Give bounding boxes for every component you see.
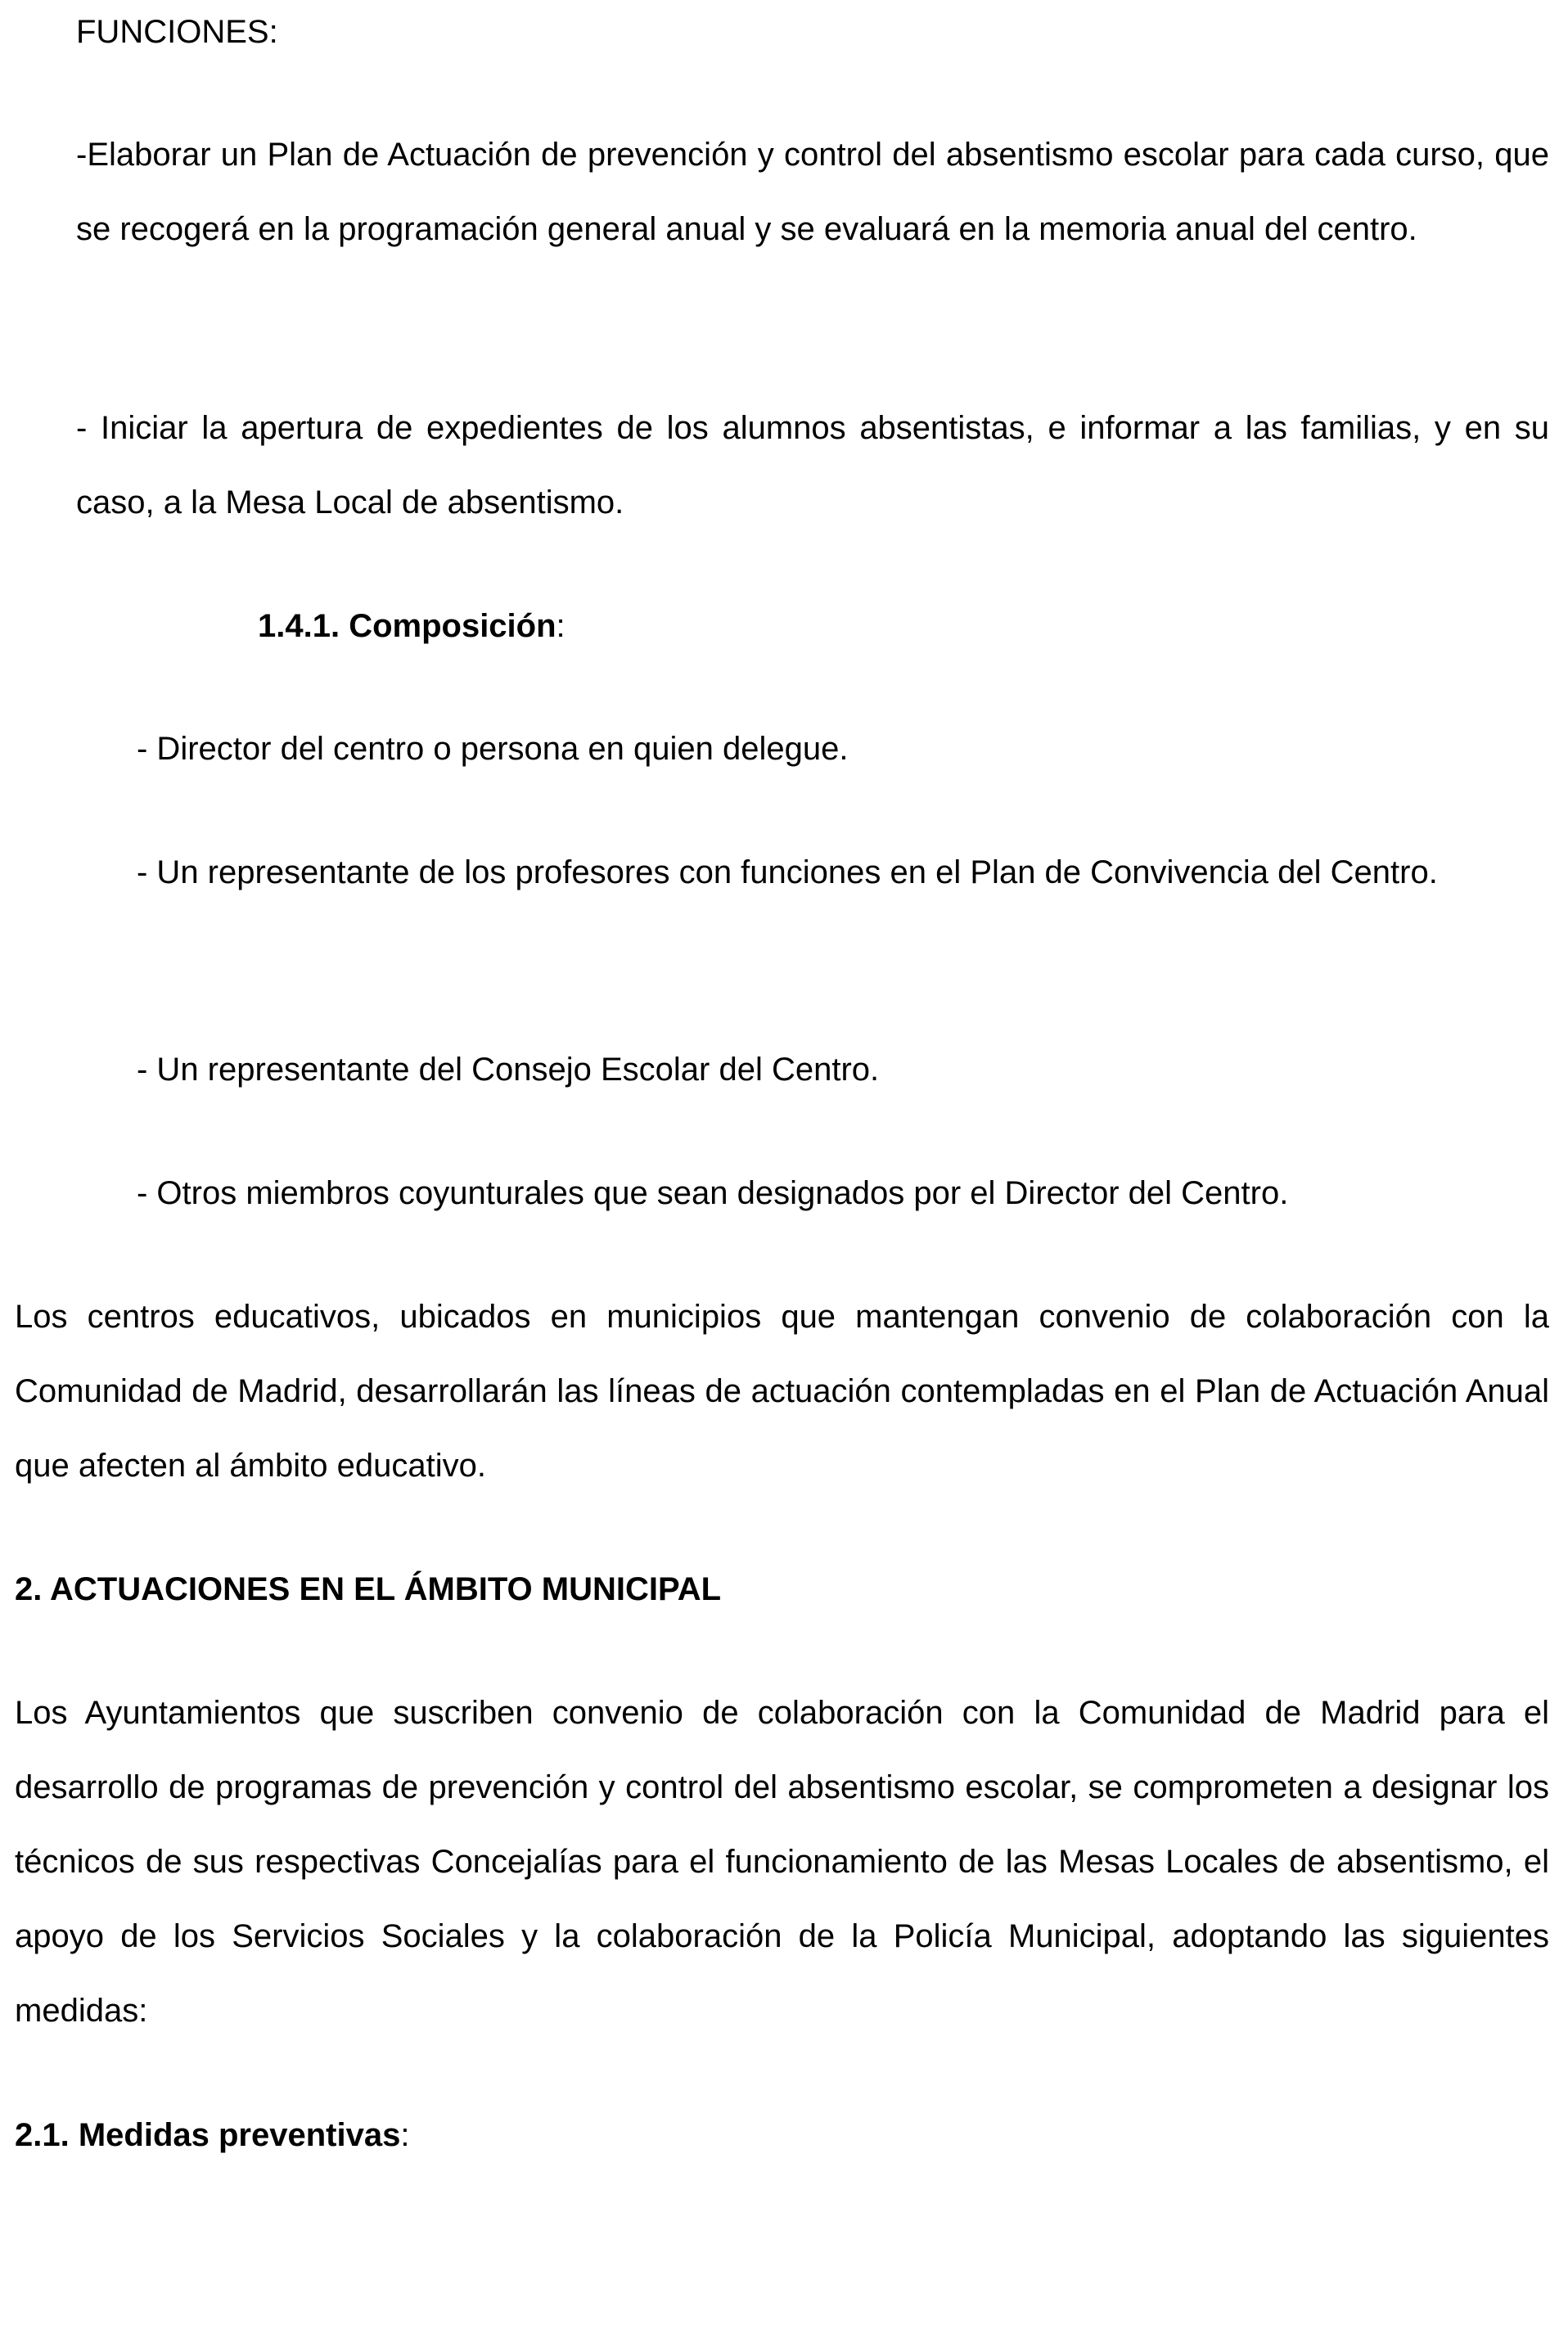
composicion-heading-colon: : (556, 608, 565, 644)
composicion-heading-title: 1.4.1. Composición (258, 608, 556, 644)
funciones-heading: FUNCIONES: (76, 14, 278, 50)
funciones-item-plan: -Elaborar un Plan de Actuación de prevención y control del absentismo escolar para cada curso, que se recogerá en la programación general anual y se evaluará en la memoria anual del centro. (76, 137, 1549, 247)
funciones-item-expedientes: - Iniciar la apertura de expedientes de los alumnos absentistas, e informar a las familias, y en su caso, a la Mesa Local de absentismo. (76, 410, 1549, 520)
composicion-item: - Director del centro o persona en quien delegue. (137, 731, 849, 767)
medidas-preventivas-colon: : (400, 2117, 410, 2153)
composicion-item: - Un representante de los profesores con funciones en el Plan de Convivencia del Centro. (137, 854, 1438, 890)
centros-paragraph: Los centros educativos, ubicados en municipios que mantengan convenio de colaboración con la Comunidad de Madrid, desarrollarán las líneas de actuación contempladas en el Plan de Actuación Anual que afecten al ámbito educativo. (15, 1299, 1549, 1484)
composicion-item: - Un representante del Consejo Escolar del Centro. (137, 1052, 880, 1088)
composicion-heading (258, 589, 565, 664)
medidas-preventivas-heading (15, 2098, 409, 2173)
medidas-preventivas-title: 2.1. Medidas preventivas (15, 2117, 401, 2153)
ayuntamientos-paragraph: Los Ayuntamientos que suscriben convenio de colaboración con la Comunidad de Madrid para el desarrollo de programas de prevención y control del absentismo escolar, se comprometen a designar los técnicos de sus respectivas Concejalías para el funcionamiento de las Mesas Locales de absentismo, el apoyo de los Servicios Sociales y la colaboración de la Policía Municipal, adoptando las siguientes medidas: (15, 1695, 1549, 2029)
composicion-item: - Otros miembros coyunturales que sean designados por el Director del Centro. (137, 1175, 1289, 1211)
section-2-heading: 2. ACTUACIONES EN EL ÁMBITO MUNICIPAL (15, 1571, 722, 1607)
